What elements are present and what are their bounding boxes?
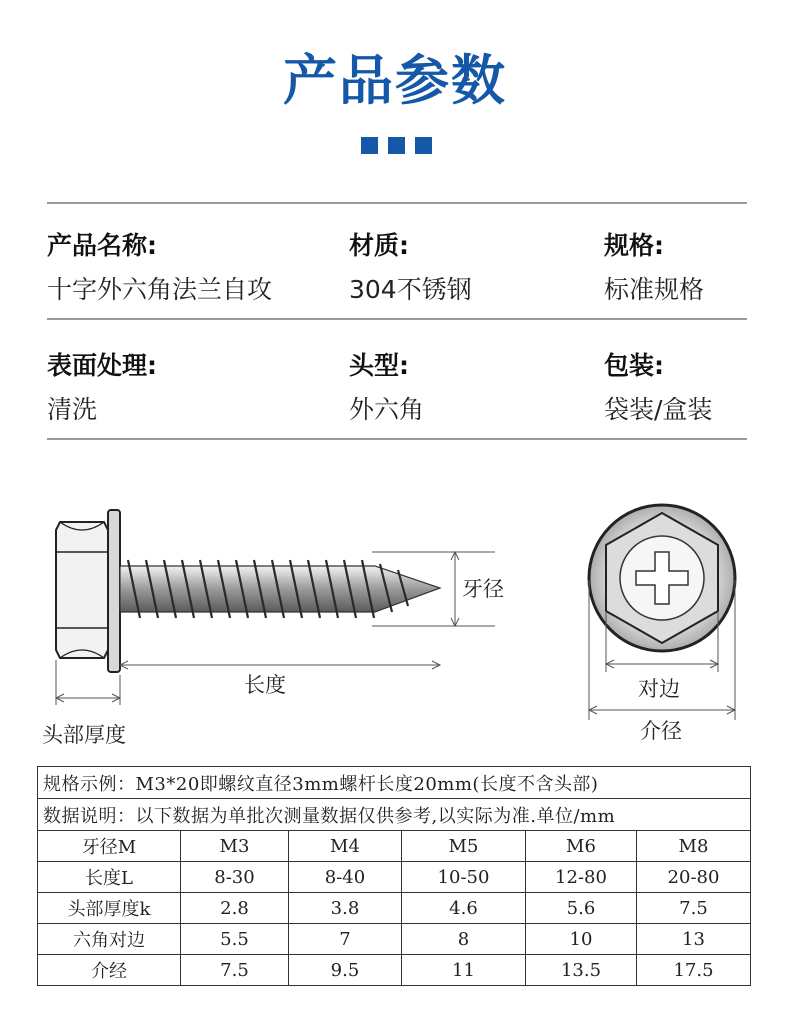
- table-cell: 5.5: [181, 924, 289, 955]
- across-flats-label: 对边: [638, 677, 680, 701]
- field-label: 表面处理:: [47, 351, 157, 380]
- spec-table: [37, 766, 751, 986]
- field-value: 标准规格: [604, 275, 705, 304]
- table-cell: M3: [181, 831, 289, 862]
- table-row: [38, 955, 751, 986]
- field-value: 清洗: [47, 395, 98, 424]
- length-label: 长度: [244, 673, 286, 697]
- field-product-name: [47, 226, 272, 306]
- screw-head-top: [589, 505, 735, 651]
- table-cell: 长度L: [38, 862, 181, 893]
- table-cell: 7.5: [181, 955, 289, 986]
- table-note-row: [38, 799, 751, 831]
- screw-head-side: [56, 510, 120, 672]
- table-cell: 六角对边: [38, 924, 181, 955]
- head-thickness-label: 头部厚度: [42, 723, 126, 747]
- table-cell: M5: [402, 831, 526, 862]
- table-row: [38, 924, 751, 955]
- table-cell: 7.5: [637, 893, 751, 924]
- screw-diagram: [0, 480, 790, 755]
- table-cell: 3.8: [289, 893, 402, 924]
- table-cell: M4: [289, 831, 402, 862]
- table-row: [38, 862, 751, 893]
- table-cell: 头部厚度k: [38, 893, 181, 924]
- divider: [47, 202, 747, 204]
- field-label: 包装:: [604, 351, 664, 380]
- divider: [47, 438, 747, 440]
- length-dimension: [120, 661, 440, 669]
- field-material: [349, 226, 472, 306]
- divider: [47, 318, 747, 320]
- table-cell: 9.5: [289, 955, 402, 986]
- field-value: 外六角: [349, 395, 425, 424]
- field-value: 十字外六角法兰自攻: [47, 275, 273, 304]
- table-cell: 7: [289, 924, 402, 955]
- field-head-type: [349, 346, 424, 426]
- table-cell: 牙径M: [38, 831, 181, 862]
- table-row: [38, 831, 751, 862]
- table-note-row: [38, 767, 751, 799]
- table-cell: 介经: [38, 955, 181, 986]
- field-label: 产品名称:: [47, 231, 157, 260]
- field-label: 材质:: [349, 231, 409, 260]
- table-cell: 5.6: [526, 893, 637, 924]
- table-cell: 13.5: [526, 955, 637, 986]
- table-cell: 8: [402, 924, 526, 955]
- screw-shank: [120, 560, 440, 618]
- field-value: 袋装/盒装: [604, 395, 713, 424]
- table-cell: M6: [526, 831, 637, 862]
- field-label: 规格:: [604, 231, 664, 260]
- table-cell: 13: [637, 924, 751, 955]
- table-cell: 8-30: [181, 862, 289, 893]
- title-decoration: [361, 137, 432, 154]
- table-cell: 12-80: [526, 862, 637, 893]
- table-cell: 20-80: [637, 862, 751, 893]
- table-row: [38, 893, 751, 924]
- data-note: 数据说明：以下数据为单批次测量数据仅供参考,以实际为准.单位/mm: [38, 799, 751, 831]
- table-cell: 2.8: [181, 893, 289, 924]
- field-value: 304不锈钢: [349, 275, 472, 304]
- field-spec: [604, 226, 704, 306]
- field-surface: [47, 346, 157, 426]
- table-cell: 10-50: [402, 862, 526, 893]
- thread-diameter-label: 牙径: [462, 577, 504, 601]
- table-cell: 8-40: [289, 862, 402, 893]
- table-cell: 4.6: [402, 893, 526, 924]
- field-packaging: [604, 346, 712, 426]
- table-cell: 17.5: [637, 955, 751, 986]
- table-cell: 11: [402, 955, 526, 986]
- page-title: 产品参数: [283, 49, 507, 112]
- example-note: 规格示例：M3*20即螺纹直径3mm螺杆长度20mm(长度不含头部): [38, 767, 751, 799]
- table-cell: 10: [526, 924, 637, 955]
- diameter-label: 介径: [640, 719, 682, 743]
- table-cell: M8: [637, 831, 751, 862]
- field-label: 头型:: [349, 351, 409, 380]
